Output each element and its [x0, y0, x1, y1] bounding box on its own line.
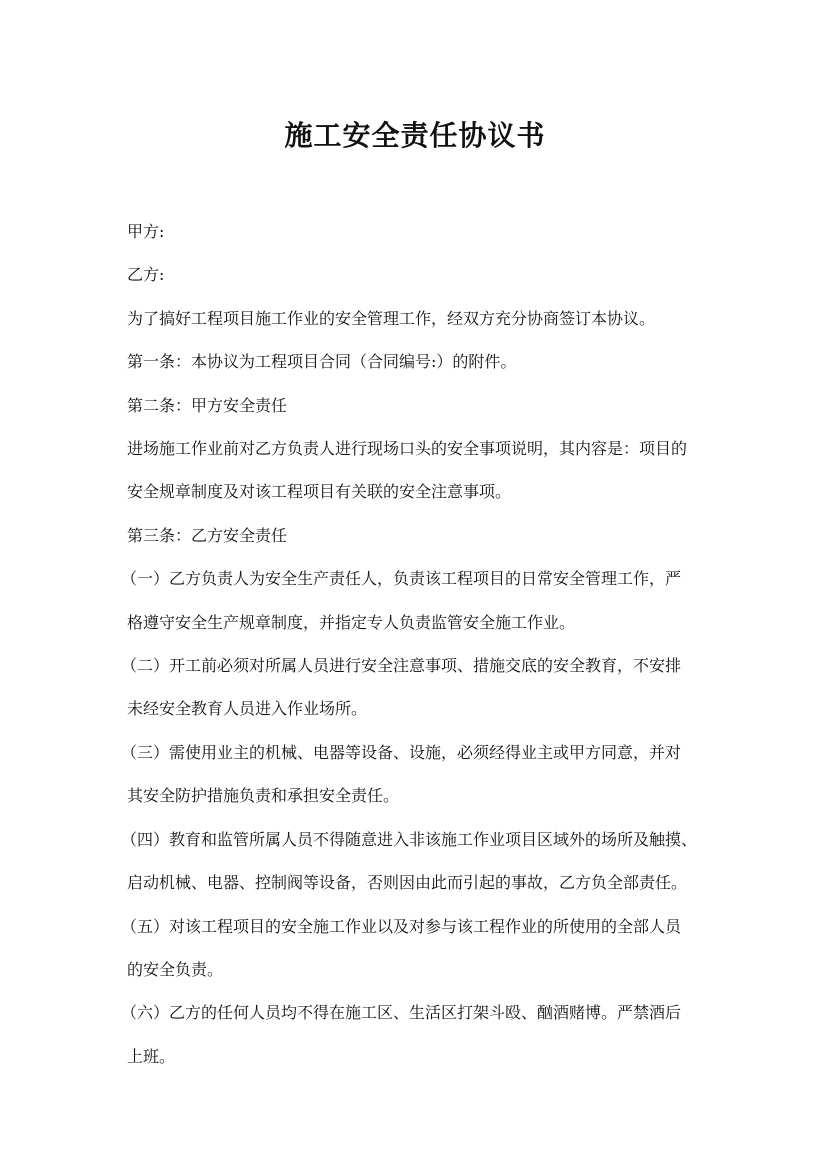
text-line: （二）开工前必须对所属人员进行安全注意事项、措施交底的安全教育，不安排 [121, 656, 682, 676]
paragraph [127, 384, 717, 427]
text-line: 为了搞好工程项目施工作业的安全管理工作，经双方充分协商签订本协议。 [127, 308, 656, 328]
paragraph [121, 818, 717, 905]
paragraph [121, 905, 717, 992]
text-line: （三）需使用业主的机械、电器等设备、设施，必须经得业主或甲方同意，并对 [121, 742, 682, 762]
text-line: （五）对该工程项目的安全施工作业以及对参与该工程作业的所使用的全部人员 [121, 916, 682, 936]
text-line: 启动机械、电器、控制阀等设备，否则因由此而引起的事故，乙方负全部责任。 [127, 873, 688, 893]
document-body [121, 210, 717, 1078]
text-line: 未经安全教育人员进入作业场所。 [127, 699, 368, 719]
paragraph [121, 644, 717, 731]
paragraph [127, 514, 717, 557]
text-line: 第一条：本协议为工程项目合同（合同编号:）的附件。 [127, 352, 517, 372]
text-line: 乙方: [127, 265, 165, 285]
text-line: （四）教育和监管所属人员不得随意进入非该施工作业项目区域外的场所及触摸、 [121, 829, 698, 849]
text-line: 上班。 [127, 1046, 176, 1066]
paragraph [127, 210, 717, 253]
text-line: 格遵守安全生产规章制度，并指定专人负责监管安全施工作业。 [127, 612, 576, 632]
paragraph [127, 340, 717, 383]
text-line: （一）乙方负责人为安全生产责任人，负责该工程项目的日常安全管理工作，严 [121, 569, 682, 589]
text-line: （六）乙方的任何人员均不得在施工区、生活区打架斗殴、酗酒赌博。严禁酒后 [121, 1003, 682, 1023]
text-line: 第二条：甲方安全责任 [127, 395, 288, 415]
text-line: 的安全负责。 [127, 959, 224, 979]
paragraph [121, 991, 717, 1078]
document-title: 施工安全责任协议书 [284, 119, 546, 152]
paragraph [127, 427, 717, 514]
text-line: 甲方: [127, 222, 165, 241]
text-line: 其安全防护措施负责和承担安全责任。 [127, 786, 400, 806]
text-line: 进场施工作业前对乙方负责人进行现场口头的安全事项说明，其内容是：项目的 [127, 439, 688, 459]
text-line: 安全规章制度及对该工程项目有关联的安全注意事项。 [127, 482, 512, 502]
paragraph [127, 297, 717, 340]
paragraph [121, 731, 717, 818]
paragraph [127, 253, 717, 296]
text-line: 第三条：乙方安全责任 [127, 525, 288, 545]
paragraph [121, 557, 717, 644]
